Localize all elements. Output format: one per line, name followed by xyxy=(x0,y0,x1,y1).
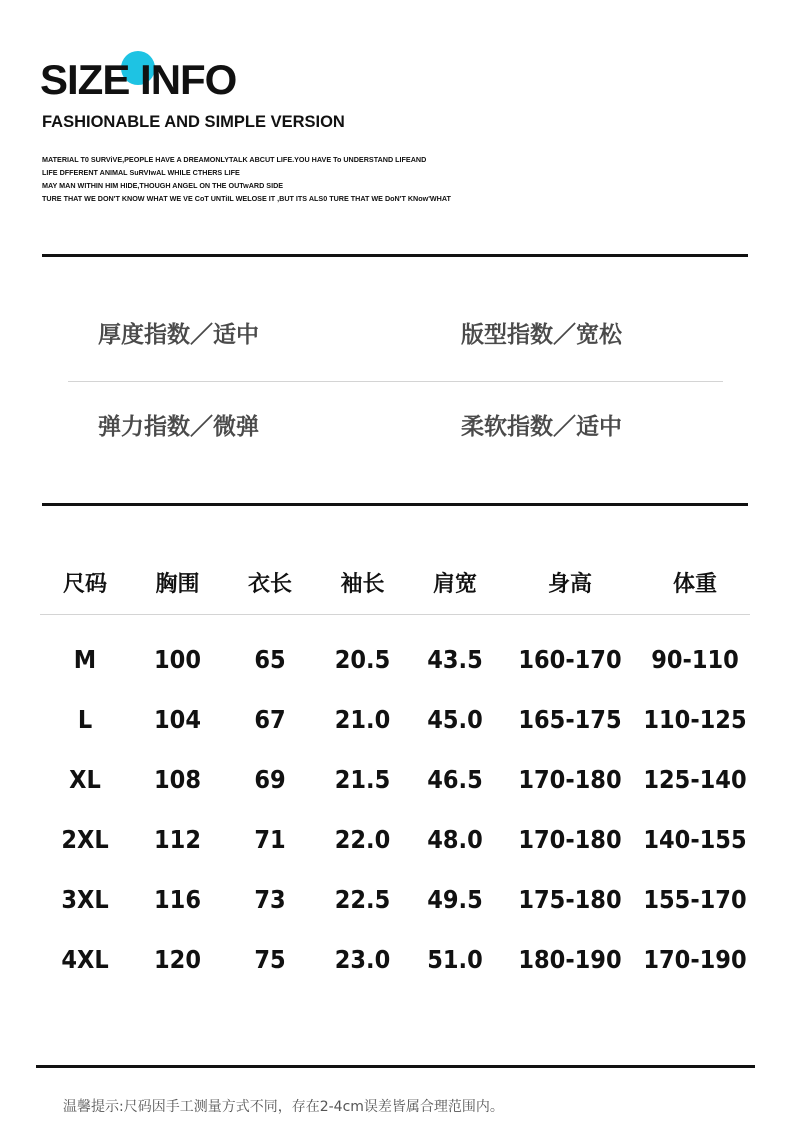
attribute-fit: 版型指数／宽松 xyxy=(461,322,622,348)
table-row xyxy=(40,869,750,929)
intro-line: LIFE DFFERENT ANIMAL SuRVIwAL WHILE CTHERS LIFE xyxy=(42,168,240,177)
length-cell: 71 xyxy=(254,824,286,854)
column-header: 衣长 xyxy=(247,571,292,597)
sleeve-cell: 22.0 xyxy=(334,824,391,854)
chest-cell: 116 xyxy=(154,884,201,914)
divider-top xyxy=(42,254,748,257)
sleeve-cell: 23.0 xyxy=(334,944,391,974)
sleeve-cell: 20.5 xyxy=(334,644,391,674)
shoulder-cell: 45.0 xyxy=(427,704,483,734)
divider-middle xyxy=(42,503,748,506)
height-cell: 165-175 xyxy=(518,704,622,734)
size-cell: M xyxy=(73,644,97,674)
table-row xyxy=(40,749,750,809)
height-cell: 170-180 xyxy=(518,824,622,854)
separator-line xyxy=(40,615,750,630)
weight-cell: 155-170 xyxy=(643,884,747,914)
height-cell: 180-190 xyxy=(518,944,622,974)
weight-cell: 90-110 xyxy=(651,644,739,674)
shoulder-cell: 48.0 xyxy=(427,824,483,854)
size-cell: L xyxy=(77,704,93,734)
length-cell: 65 xyxy=(254,644,286,674)
table-row xyxy=(40,809,750,869)
weight-cell: 125-140 xyxy=(643,764,747,794)
attribute-softness: 柔软指数／适中 xyxy=(461,414,622,440)
column-header: 袖长 xyxy=(340,571,385,597)
size-cell: 2XL xyxy=(61,824,109,854)
height-cell: 160-170 xyxy=(518,644,622,674)
chest-cell: 104 xyxy=(154,704,201,734)
header-separator xyxy=(40,615,750,630)
size-cell: XL xyxy=(69,764,101,794)
table-header-row xyxy=(40,550,750,615)
length-cell: 73 xyxy=(254,884,286,914)
height-cell: 175-180 xyxy=(518,884,622,914)
intro-text xyxy=(42,153,451,205)
column-header: 身高 xyxy=(547,571,592,597)
attribute-elasticity: 弹力指数／微弹 xyxy=(98,414,259,440)
shoulder-cell: 43.5 xyxy=(427,644,483,674)
sleeve-cell: 21.0 xyxy=(334,704,391,734)
attribute-separator xyxy=(68,381,723,382)
chest-cell: 108 xyxy=(154,764,201,794)
column-header: 胸围 xyxy=(155,571,200,597)
weight-cell: 110-125 xyxy=(643,704,747,734)
shoulder-cell: 51.0 xyxy=(427,944,483,974)
length-cell: 67 xyxy=(254,704,286,734)
column-header: 肩宽 xyxy=(432,571,477,597)
intro-line: MAY MAN WITHIN HIM HIDE,THOUGH ANGEL ON THE OUTwARD SIDE xyxy=(42,181,284,190)
subtitle: FASHIONABLE AND SIMPLE VERSION xyxy=(42,113,345,131)
intro-line: MATERIAL T0 SURViVE,PEOPLE HAVE A DREAMONLYTALK ABCUT LIFE.YOU HAVE To UNDERSTAND LIFEAND xyxy=(42,155,427,164)
height-cell: 170-180 xyxy=(518,764,622,794)
attribute-thickness: 厚度指数／适中 xyxy=(98,322,259,348)
shoulder-cell: 49.5 xyxy=(427,884,483,914)
column-header: 尺码 xyxy=(62,571,107,597)
table-row xyxy=(40,929,750,989)
chest-cell: 120 xyxy=(154,944,201,974)
size-table xyxy=(40,550,750,989)
weight-cell: 170-190 xyxy=(643,944,747,974)
sleeve-cell: 21.5 xyxy=(334,764,391,794)
logo xyxy=(40,48,300,108)
sleeve-cell: 22.5 xyxy=(334,884,391,914)
size-cell: 4XL xyxy=(61,944,109,974)
table-row xyxy=(40,629,750,689)
length-cell: 75 xyxy=(254,944,286,974)
measurement-note: 温馨提示:尺码因手工测量方式不同，存在2-4cm误差皆属合理范围内。 xyxy=(63,1099,504,1115)
chest-cell: 100 xyxy=(154,644,201,674)
page-title: SIZE INFO xyxy=(40,56,237,103)
weight-cell: 140-155 xyxy=(643,824,747,854)
length-cell: 69 xyxy=(254,764,286,794)
shoulder-cell: 46.5 xyxy=(427,764,483,794)
column-header: 体重 xyxy=(672,571,717,597)
size-cell: 3XL xyxy=(61,884,109,914)
chest-cell: 112 xyxy=(154,824,201,854)
divider-bottom xyxy=(36,1065,755,1068)
intro-line: TURE THAT WE DON'T KNOW WHAT WE VE CoT UNTiIL WELOSE IT ,BUT ITS ALS0 TURE THAT WE DoN'T KNow'WHAT xyxy=(42,194,451,203)
table-row xyxy=(40,689,750,749)
